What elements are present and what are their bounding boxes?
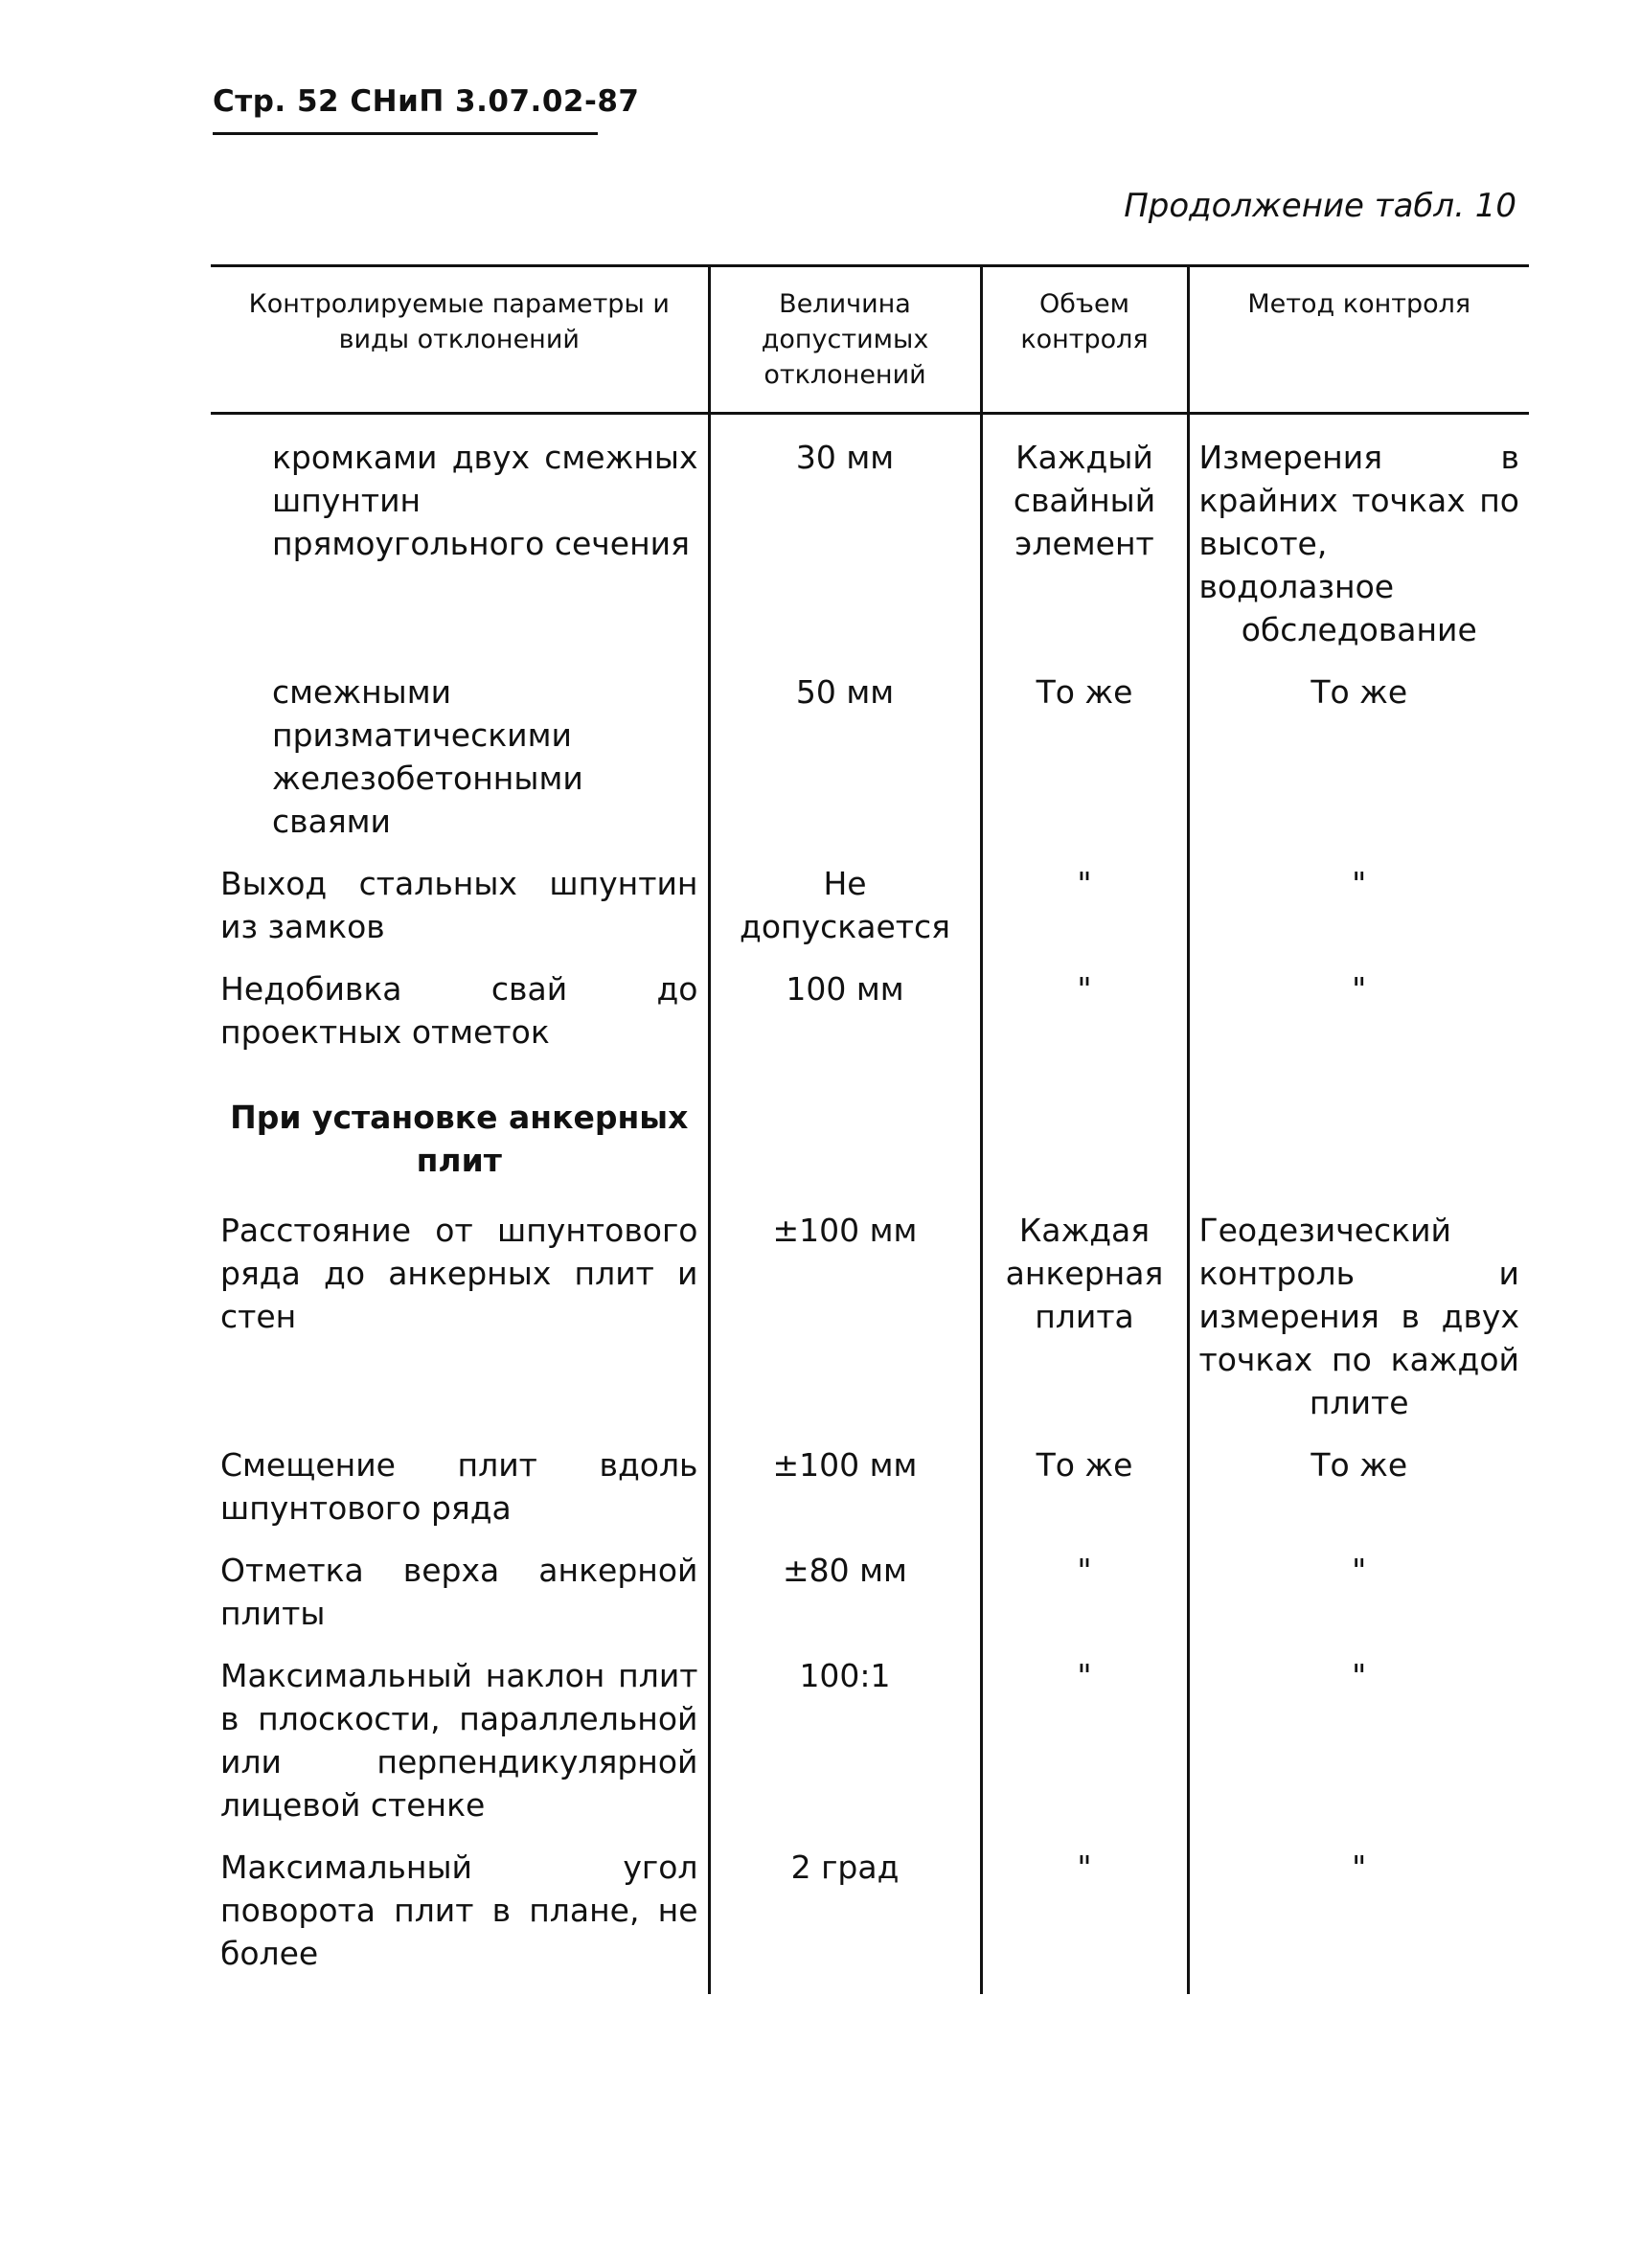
deviations-table: [211, 264, 1529, 1994]
header-tolerance: Величина допустимых отклонений: [709, 266, 981, 414]
row-tolerance: ±100 мм: [709, 1209, 981, 1443]
table-row: [211, 1443, 1529, 1549]
row-parameter: Расстояние от шпунтового ряда до анкерных плит и стен: [220, 1212, 698, 1335]
table-continuation-label: Продолжение табл. 10: [1124, 187, 1516, 225]
row-tolerance: ±100 мм: [709, 1443, 981, 1549]
row-control-method: ": [1188, 967, 1529, 1073]
row-control-method: ": [1188, 1549, 1529, 1654]
row-parameter: Выход стальных шпунтин из замков: [220, 865, 698, 945]
row-control-volume: Каждый свайный элемент: [981, 414, 1188, 671]
row-tolerance: Не допускается: [709, 862, 981, 967]
row-control-method: То же: [1188, 1443, 1529, 1549]
row-parameter: Максимальный угол поворота плит в плане, не более: [220, 1848, 698, 1972]
row-tolerance: 2 град: [709, 1846, 981, 1994]
section-heading: При установке анкерных плит: [230, 1099, 689, 1179]
section-empty-cell: [1188, 1073, 1529, 1209]
page-header: Стр. 52 СНиП 3.07.02-87: [213, 84, 640, 119]
table-row: [211, 862, 1529, 967]
row-control-method: ": [1188, 1846, 1529, 1994]
row-control-volume: То же: [981, 670, 1188, 862]
row-parameter: кромками двух смежных шпунтин прямоугольного сечения: [272, 439, 698, 562]
header-control-method: Метод контроля: [1188, 266, 1529, 414]
row-control-volume: Каждая анкерная плита: [981, 1209, 1188, 1443]
row-tolerance: 100 мм: [709, 967, 981, 1073]
row-tolerance: 100:1: [709, 1654, 981, 1846]
row-tolerance: ±80 мм: [709, 1549, 981, 1654]
row-control-volume: ": [981, 862, 1188, 967]
table-row: [211, 1846, 1529, 1994]
row-control-volume: ": [981, 967, 1188, 1073]
header-underline: [213, 132, 598, 135]
row-parameter: Смещение плит вдоль шпунтового ряда: [220, 1446, 698, 1527]
row-tolerance: 30 мм: [709, 414, 981, 671]
table-header-row: [211, 266, 1529, 414]
row-tolerance: 50 мм: [709, 670, 981, 862]
row-control-volume: То же: [981, 1443, 1188, 1549]
table-row: [211, 1654, 1529, 1846]
row-parameter: смежными призматическими железобетонными сваями: [272, 673, 583, 840]
table-row: [211, 1209, 1529, 1443]
table-row: [211, 1549, 1529, 1654]
table-row: [211, 414, 1529, 671]
row-control-method: ": [1188, 1654, 1529, 1846]
row-control-method: Измерения в крайних точках по высоте, водолазное обследование: [1188, 414, 1529, 671]
table-section-row: [211, 1073, 1529, 1209]
row-control-volume: ": [981, 1846, 1188, 1994]
row-control-volume: ": [981, 1654, 1188, 1846]
row-parameter: Максимальный наклон плит в плоскости, параллельной или перпендикулярной лицевой стенке: [220, 1657, 698, 1824]
header-parameters: Контролируемые параметры и виды отклонений: [211, 266, 709, 414]
table-row: [211, 670, 1529, 862]
section-empty-cell: [981, 1073, 1188, 1209]
row-control-method: То же: [1188, 670, 1529, 862]
section-empty-cell: [709, 1073, 981, 1209]
row-control-method: Геодезический контроль и измерения в двух точках по каждой плите: [1188, 1209, 1529, 1443]
row-parameter: Недобивка свай до проектных отметок: [220, 970, 698, 1051]
row-control-volume: ": [981, 1549, 1188, 1654]
table-row: [211, 967, 1529, 1073]
header-control-volume: Объем контроля: [981, 266, 1188, 414]
row-control-method: ": [1188, 862, 1529, 967]
row-parameter: Отметка верха анкерной плиты: [220, 1552, 698, 1632]
